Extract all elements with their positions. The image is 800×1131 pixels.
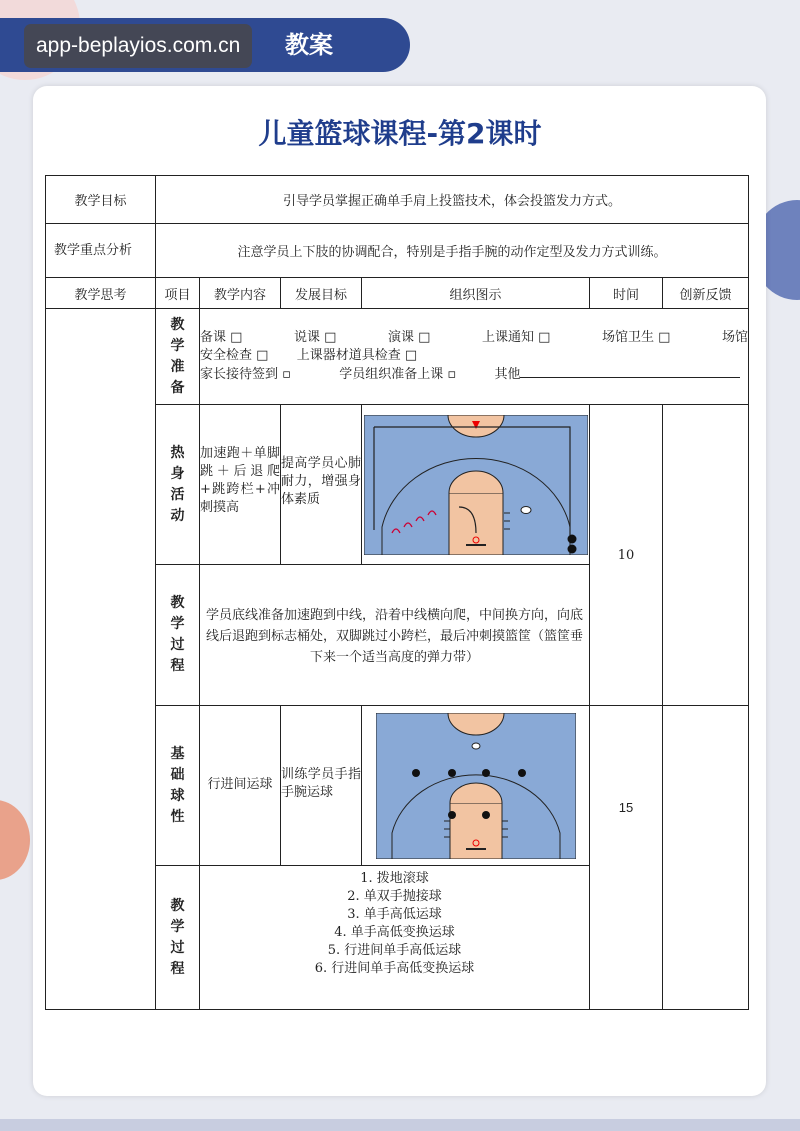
prep-label: 教 学 准 备	[156, 309, 200, 405]
basic-content: 行进间运球	[200, 706, 281, 866]
basic-feedback	[663, 706, 749, 1010]
page-title: 儿童篮球课程-第2课时	[258, 117, 542, 150]
header-item: 项目	[156, 278, 200, 309]
list-item: 5. 行进间单手高低运球	[327, 943, 462, 958]
warmup-goal: 提高学员心肺耐力，增强身体素质	[281, 405, 362, 565]
checkbox-lesson-talk[interactable]: 说课 □	[294, 330, 337, 345]
other-input-line[interactable]	[520, 365, 740, 378]
side-decoration-left	[0, 800, 30, 880]
prep-row	[46, 309, 749, 405]
paint-area	[450, 803, 502, 859]
bottom-strip	[0, 1119, 800, 1131]
lesson-plan-table	[45, 175, 749, 1010]
basic-time: 15	[590, 706, 663, 1010]
warmup-diagram-cell	[362, 405, 590, 565]
process1-label: 教 学 过 程	[156, 565, 200, 706]
venue-label: 场馆	[722, 330, 749, 345]
basic-label: 基 础 球 性	[156, 706, 200, 866]
header-content: 教学内容	[200, 278, 281, 309]
goal-row	[46, 176, 749, 224]
list-item: 6. 行进间单手高低变换运球	[314, 961, 475, 976]
checkbox-equipment-check[interactable]: 上课器材道具检查 □	[296, 348, 418, 363]
process2-label: 教 学 过 程	[156, 866, 200, 1010]
warmup-content: 加速跑＋单脚跳＋后退爬+跳跨栏+冲刺摸高	[200, 405, 281, 565]
player-dot	[567, 534, 576, 543]
header-goal: 发展目标	[281, 278, 362, 309]
list-item: 4. 单手高低变换运球	[334, 925, 455, 940]
checkbox-student-ready[interactable]: 学员组织准备上课 ▫	[339, 367, 457, 382]
checkbox-lesson-rehearsal[interactable]: 演课 □	[388, 330, 431, 345]
goal-label: 教学目标	[46, 176, 156, 224]
warmup-feedback	[663, 405, 749, 706]
other-label: 其他	[494, 367, 521, 382]
list-item: 2. 单双手抛接球	[347, 889, 442, 904]
header-thinking: 教学思考	[46, 278, 156, 309]
column-header-row	[46, 278, 749, 309]
thinking-cell	[46, 309, 156, 1010]
checkbox-safety-check[interactable]: 安全检查 □	[200, 348, 269, 363]
header-diagram: 组织图示	[362, 278, 590, 309]
warmup-time: 10	[590, 405, 663, 706]
checkbox-venue-cleaning[interactable]: 场馆卫生 □	[602, 330, 671, 345]
warmup-label: 热 身 活 动	[156, 405, 200, 565]
goal-text: 引导学员掌握正确单手肩上投篮技术，体会投篮发力方式。	[156, 176, 749, 224]
list-item: 3. 单手高低运球	[347, 907, 442, 922]
focus-label: 教学重点分析	[46, 224, 156, 278]
header-time: 时间	[590, 278, 663, 309]
dribble-court-diagram	[376, 713, 576, 859]
player-dot	[567, 544, 576, 553]
checkbox-lesson-prep[interactable]: 备课 □	[200, 330, 243, 345]
basic-goal: 训练学员手指手腕运球	[281, 706, 362, 866]
warmup-court-diagram	[364, 415, 588, 555]
list-item: 1. 拨地滚球	[360, 871, 429, 886]
process1-text: 学员底线准备加速跑到中线，沿着中线横向爬，中间换方向，向底线后退跑到标志桶处，双脚跳过小跨栏，最后冲刺摸篮筐（篮筐垂下来一个适当高度的弹力带）	[200, 565, 590, 706]
cone-marker	[521, 506, 531, 513]
focus-text: 注意学员上下肢的协调配合，特别是手指手腕的动作定型及发力方式训练。	[156, 224, 749, 278]
banner-title: 教案	[285, 31, 333, 59]
basic-diagram-cell	[362, 706, 590, 866]
checkbox-parent-signin[interactable]: 家长接待签到 ▫	[200, 367, 291, 382]
prep-checklist	[200, 309, 749, 405]
cone-marker	[472, 743, 480, 749]
header-feedback: 创新反馈	[663, 278, 749, 309]
watermark: app-beplayios.com.cn	[24, 24, 252, 68]
checkbox-class-notice[interactable]: 上课通知 □	[482, 330, 551, 345]
focus-row	[46, 224, 749, 278]
process2-steps	[200, 866, 590, 1010]
